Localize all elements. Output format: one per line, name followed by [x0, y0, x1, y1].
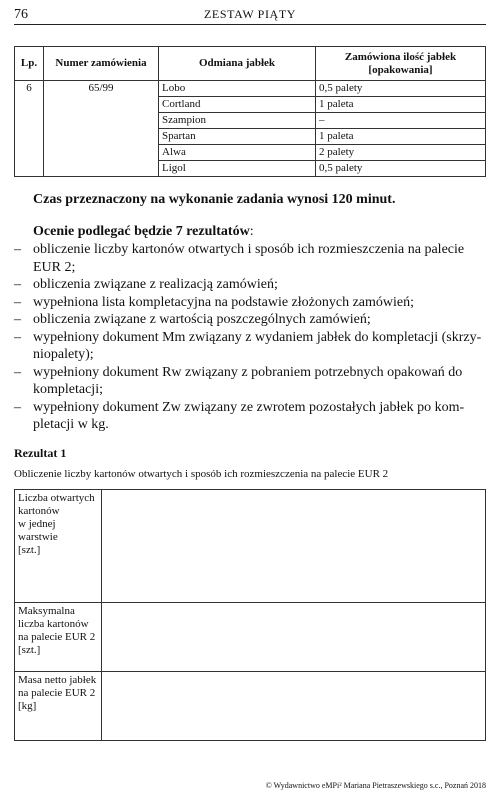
col-header-quantity-line2: [opakowania] [368, 63, 433, 76]
row-label-max-cartons: Maksymalna liczba kartonów na palecie EUR 2 [szt.] [15, 603, 102, 672]
col-header-quantity-line1: Zamówiona ilość jabłek [344, 50, 457, 63]
row-label-open-cartons: Liczba otwartych kartonów w jednej warstwie [szt.] [15, 490, 102, 603]
table-row [15, 490, 486, 603]
copyright-footer: © Wydawnictwo eMPi² Mariana Pietraszewskiego s.c., Poznań 2018 [265, 781, 486, 790]
cell-variety: Cortland [159, 97, 316, 113]
list-item: – wypełniony dokument Zw związany ze zwrotem pozostałych jabłek po kom- pletacji w kg. [14, 399, 465, 432]
cell-quantity: 0,5 palety [316, 81, 486, 97]
col-header-order-number: Numer zamówienia [44, 47, 159, 81]
order-table-header-row [15, 47, 486, 81]
list-item: – obliczenie liczby kartonów otwartych i sposób ich rozmieszczenia na palecie EUR 2; [14, 242, 465, 275]
cell-quantity: 2 palety [316, 145, 486, 161]
table-row [15, 81, 486, 97]
list-item: – obliczenia związane z wartością poszczególnych zamówień; [14, 312, 371, 327]
answer-cell-open-cartons[interactable] [102, 490, 486, 603]
cell-variety: Ligol [159, 161, 316, 177]
answer-cell-max-cartons[interactable] [102, 603, 486, 672]
list-item: – wypełniony dokument Rw związany z pobraniem potrzebnych opakowań do kompletacji; [14, 364, 463, 397]
col-header-variety: Odmiana jabłek [159, 47, 316, 81]
cell-lp: 6 [15, 81, 44, 177]
header-rule [14, 24, 486, 25]
result1-table [14, 489, 486, 741]
row-label-net-mass: Masa netto jabłek na palecie EUR 2 [kg] [15, 672, 102, 741]
cell-variety: Alwa [159, 145, 316, 161]
cell-variety: Szampion [159, 113, 316, 129]
time-note: Czas przeznaczony na wykonanie zadania wynosi 120 minut. [33, 192, 396, 207]
list-item: – wypełniony dokument Mm związany z wydaniem jabłek do kompletacji (skrzy- niopalety); [14, 329, 482, 362]
results-intro-bold: Ocenie podlegać będzie 7 rezultatów [33, 224, 250, 239]
col-header-quantity [316, 47, 486, 81]
results-intro-tail: : [249, 224, 254, 239]
list-item: – obliczenia związane z realizacją zamówień; [14, 277, 278, 292]
cell-quantity: 1 paleta [316, 97, 486, 113]
page-header-title: ZESTAW PIĄTY [203, 7, 297, 21]
cell-variety: Lobo [159, 81, 316, 97]
results-intro [33, 224, 254, 240]
cell-quantity: 0,5 palety [316, 161, 486, 177]
answer-cell-net-mass[interactable] [102, 672, 486, 741]
results-list [14, 241, 484, 434]
cell-variety: Spartan [159, 129, 316, 145]
result1-title: Rezultat 1 [14, 446, 67, 460]
order-table [14, 46, 486, 177]
cell-quantity: 1 paleta [316, 129, 486, 145]
cell-order-number: 65/99 [44, 81, 159, 177]
col-header-lp: Lp. [15, 47, 44, 81]
list-item: – wypełniona lista kompletacyjna na podstawie złożonych zamówień; [14, 294, 414, 310]
page-number: 76 [14, 7, 28, 22]
table-row [15, 672, 486, 741]
result1-subtitle: Obliczenie liczby kartonów otwartych i sposób ich rozmieszczenia na palecie EUR 2 [14, 468, 389, 480]
cell-quantity: – [316, 113, 486, 129]
table-row [15, 603, 486, 672]
